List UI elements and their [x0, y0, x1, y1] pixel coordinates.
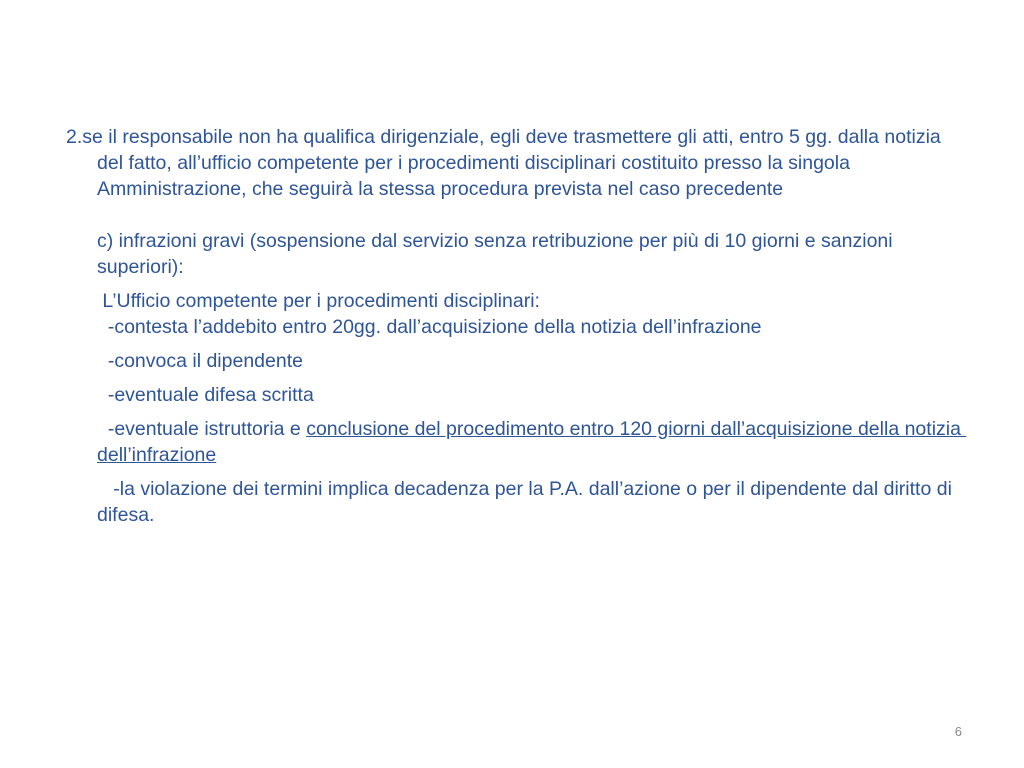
- slide-number: 6: [954, 724, 962, 739]
- step-istruttoria: [66, 416, 966, 468]
- slide-body: [66, 124, 966, 528]
- step-convoca: -convoca il dipendente: [97, 350, 303, 372]
- step-contesta: -contesta l’addebito entro 20gg. dall’acquisizione della notizia dell’infrazione: [97, 316, 762, 338]
- step-violazione: -la violazione dei termini implica decadenza per la P.A. dall’azione o per il dipendente dal diritto di difesa.: [97, 478, 958, 526]
- step-difesa: -eventuale difesa scritta: [97, 384, 314, 406]
- step-istruttoria-deadline: conclusione del procedimento entro 120 giorni dall’acquisizione della notizia dell’infrazione: [97, 418, 967, 466]
- item-c-paragraph: c) infrazioni gravi (sospensione dal servizio senza retribuzione per più di 10 giorni e sanzioni superiori):: [97, 230, 893, 278]
- step-istruttoria-prefix: -eventuale istruttoria e: [97, 418, 307, 440]
- office-heading: L’Ufficio competente per i procedimenti disciplinari:: [97, 290, 540, 312]
- item-2-paragraph: 2.se il responsabile non ha qualifica dirigenziale, egli deve trasmettere gli atti, entro 5 gg. dalla notizia del fatto, all’ufficio competente per i procedimenti disciplinari costituito presso la singola Amministrazione, che seguirà la stessa procedura prevista nel caso precedente: [66, 126, 941, 200]
